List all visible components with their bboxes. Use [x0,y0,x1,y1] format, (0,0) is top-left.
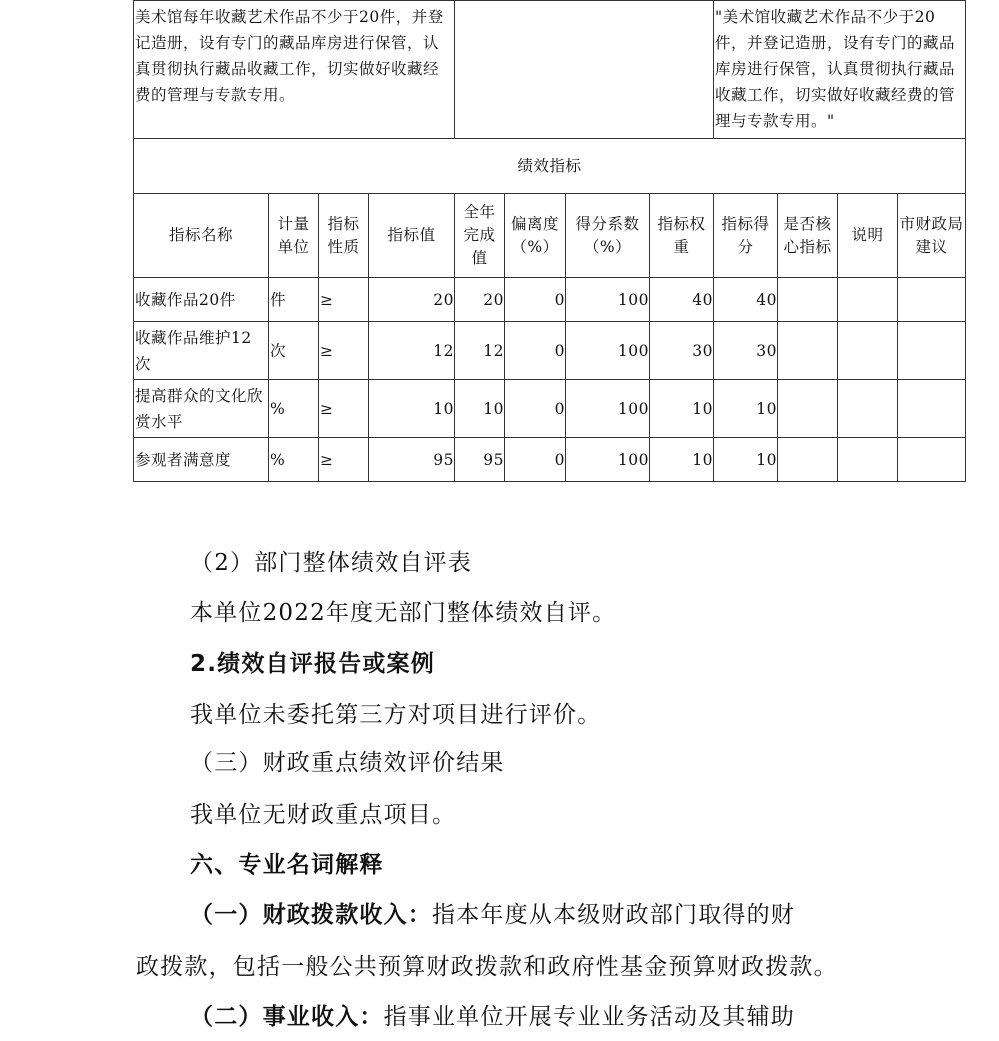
weight-cell: 10 [650,438,714,482]
section-title: 绩效指标 [134,139,966,194]
value-cell: 10 [369,380,455,438]
heading-report: 2.绩效自评报告或案例 [190,651,435,677]
unit-cell: 次 [269,322,319,380]
paragraph: 我单位无财政重点项目。 [190,802,457,828]
done-cell: 95 [455,438,505,482]
deviation-cell: 0 [505,322,566,380]
coefficient-cell: 100 [566,380,650,438]
score-cell: 40 [714,278,778,322]
table-row [134,380,966,438]
glossary-term: （一）财政拨款收入： [190,902,432,928]
glossary-item [190,1002,795,1032]
header-cell: 指标权重 [650,194,714,278]
indicator-name: 参观者满意度 [134,438,269,482]
nature-cell: ≥ [319,438,369,482]
goal-cell-left: 美术馆每年收藏艺术作品不少于20件，并登记造册，设有专门的藏品库房进行保管，认真贯彻执行藏品收藏工作，切实做好收藏经费的管理与专款专用。 [134,1,455,139]
paragraph: 本单位2022年度无部门整体绩效自评。 [190,600,617,626]
core-cell [778,438,838,482]
weight-cell: 10 [650,380,714,438]
goal-cell-right: "美术馆收藏艺术作品不少于20件，并登记造册，设有专门的藏品库房进行保管，认真贯彻执行藏品收藏工作，切实做好收藏经费的管理与专款专用。" [714,1,966,139]
weight-cell: 30 [650,322,714,380]
indicator-name: 提高群众的文化欣赏水平 [134,380,269,438]
paragraph: 我单位未委托第三方对项目进行评价。 [190,702,602,728]
done-cell: 12 [455,322,505,380]
done-cell: 20 [455,278,505,322]
deviation-cell: 0 [505,438,566,482]
unit-cell: % [269,380,319,438]
advice-cell [898,322,966,380]
coefficient-cell: 100 [566,438,650,482]
score-cell: 10 [714,438,778,482]
weight-cell: 40 [650,278,714,322]
nature-cell: ≥ [319,322,369,380]
paragraph-continuation: 政拨款，包括一般公共预算财政拨款和政府性基金预算财政拨款。 [136,954,838,980]
value-cell: 12 [369,322,455,380]
goal-cell-middle [455,1,714,139]
header-cell: 得分系数（%） [566,194,650,278]
header-cell: 说明 [838,194,898,278]
performance-table [133,0,966,482]
glossary-item [190,900,795,930]
note-cell [838,380,898,438]
indicator-name: 收藏作品维护12次 [134,322,269,380]
unit-cell: % [269,438,319,482]
unit-cell: 件 [269,278,319,322]
score-cell: 10 [714,380,778,438]
table-row [134,438,966,482]
core-cell [778,322,838,380]
nature-cell: ≥ [319,380,369,438]
header-cell: 全年完成值 [455,194,505,278]
note-cell [838,322,898,380]
nature-cell: ≥ [319,278,369,322]
advice-cell [898,278,966,322]
header-cell: 指标得分 [714,194,778,278]
value-cell: 20 [369,278,455,322]
coefficient-cell: 100 [566,278,650,322]
done-cell: 10 [455,380,505,438]
advice-cell [898,380,966,438]
table-row [134,322,966,380]
header-row [134,194,966,278]
heading-glossary: 六、专业名词解释 [190,852,384,878]
header-cell: 计量单位 [269,194,319,278]
glossary-term: （二）事业收入： [190,1004,384,1030]
header-cell: 指标名称 [134,194,269,278]
deviation-cell: 0 [505,380,566,438]
coefficient-cell: 100 [566,322,650,380]
core-cell [778,380,838,438]
glossary-definition: 指事业单位开展专业业务活动及其辅助 [383,1004,796,1030]
subheading-dept-self-eval: （2）部门整体绩效自评表 [190,550,473,576]
subheading-key-eval: （三）财政重点绩效评价结果 [190,750,505,776]
note-cell [838,438,898,482]
score-cell: 30 [714,322,778,380]
indicator-name: 收藏作品20件 [134,278,269,322]
header-cell: 指标值 [369,194,455,278]
value-cell: 95 [369,438,455,482]
header-cell: 偏离度（%） [505,194,566,278]
note-cell [838,278,898,322]
deviation-cell: 0 [505,278,566,322]
glossary-definition: 指本年度从本级财政部门取得的财 [432,902,795,928]
header-cell: 是否核心指标 [778,194,838,278]
advice-cell [898,438,966,482]
core-cell [778,278,838,322]
table-row [134,278,966,322]
header-cell: 市财政局建议 [898,194,966,278]
goal-row [134,1,966,139]
header-cell: 指标性质 [319,194,369,278]
